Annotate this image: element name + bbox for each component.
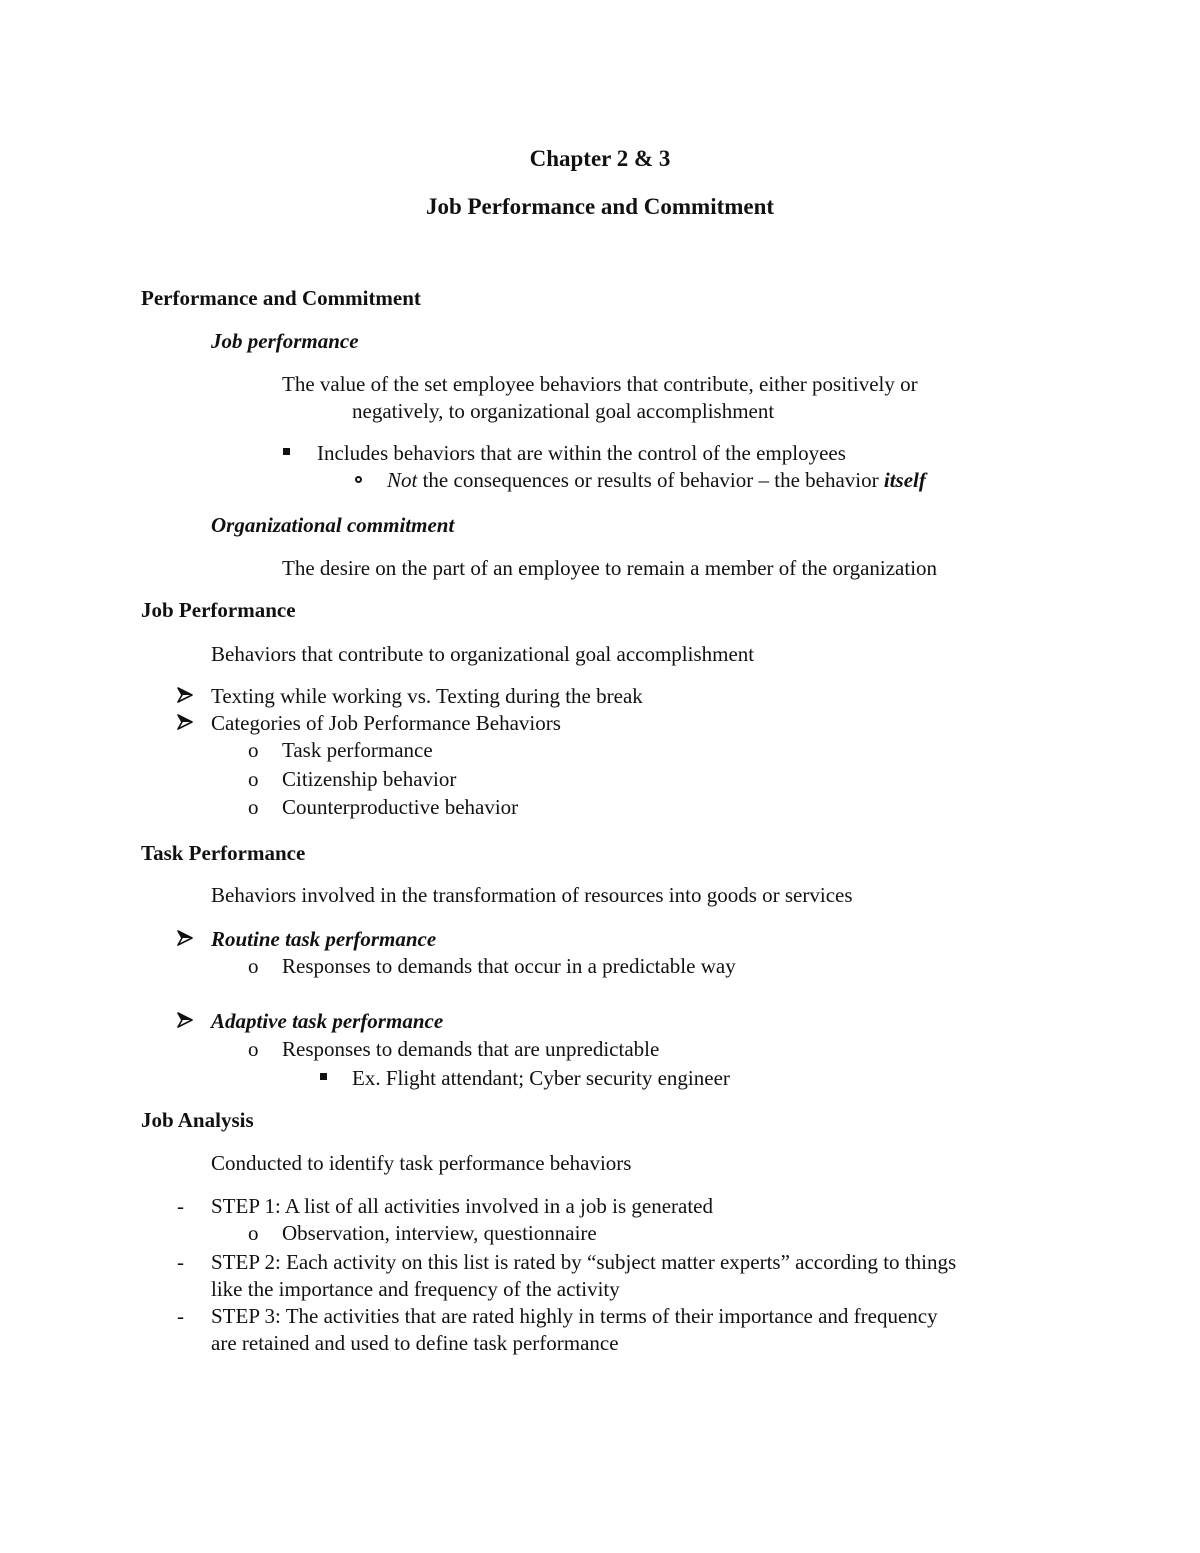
step-1: STEP 1: A list of all activities involved in a job is generated [211, 1194, 713, 1218]
org-commitment-definition: The desire on the part of an employee to remain a member of the organization [282, 556, 938, 580]
arrow-bullet-icon [177, 714, 193, 730]
arrow-bullet-icon [177, 930, 193, 946]
dash-bullet-icon: - [177, 1304, 184, 1328]
list-subitem: Task performance [282, 738, 433, 762]
itself-emphasis: itself [883, 468, 926, 492]
list-item: Categories of Job Performance Behaviors [211, 711, 561, 735]
bullet-includes-behaviors: Includes behaviors that are within the control of the employees [317, 441, 846, 465]
term-organizational-commitment: Organizational commitment [211, 513, 455, 537]
circle-bullet-icon: o [248, 954, 259, 978]
heading-job-performance: Job Performance [141, 598, 296, 622]
job-performance-definition-line1: The value of the set employee behaviors that contribute, either positively or [282, 372, 918, 396]
heading-job-analysis: Job Analysis [141, 1108, 254, 1132]
sub-bullet-middle: the consequences or results of behavior – the behavior [417, 468, 884, 492]
square-bullet-icon [283, 448, 290, 455]
term-routine-task-performance: Routine task performance [211, 927, 437, 951]
dash-bullet-icon: - [177, 1250, 184, 1274]
job-performance-definition-line2: negatively, to organizational goal accomplishment [352, 399, 775, 423]
circle-bullet-icon: o [248, 1221, 259, 1245]
job-performance-def: Behaviors that contribute to organizational goal accomplishment [211, 642, 755, 666]
step-2-line2: like the importance and frequency of the activity [211, 1277, 620, 1301]
heading-task-performance: Task Performance [141, 841, 306, 865]
square-bullet-icon [320, 1073, 327, 1080]
dash-bullet-icon: - [177, 1194, 184, 1218]
not-emphasis: Not [387, 468, 418, 492]
circle-bullet-icon: o [248, 795, 259, 819]
circle-bullet-icon: o [248, 767, 259, 791]
task-performance-def: Behaviors involved in the transformation of resources into goods or services [211, 883, 853, 907]
arrow-bullet-icon [177, 687, 193, 703]
term-adaptive-task-performance: Adaptive task performance [211, 1009, 444, 1033]
document-subtitle: Job Performance and Commitment [425, 194, 775, 219]
adaptive-sub-item: Responses to demands that are unpredictable [282, 1037, 660, 1061]
circle-bullet-icon: o [248, 1037, 259, 1061]
circle-bullet-icon [355, 476, 362, 483]
arrow-bullet-icon [177, 1012, 193, 1028]
step-1-sub: Observation, interview, questionnaire [282, 1221, 597, 1245]
heading-performance-commitment: Performance and Commitment [141, 286, 421, 310]
job-analysis-def: Conducted to identify task performance behaviors [211, 1151, 632, 1175]
step-2-line1: STEP 2: Each activity on this list is rated by “subject matter experts” according to things [211, 1250, 957, 1274]
list-subitem: Citizenship behavior [282, 767, 457, 791]
circle-bullet-icon: o [248, 738, 259, 762]
routine-sub-item: Responses to demands that occur in a predictable way [282, 954, 736, 978]
chapter-title: Chapter 2 & 3 [529, 146, 671, 171]
sub-bullet-not-consequences [387, 467, 926, 493]
step-3-line2: are retained and used to define task performance [211, 1331, 619, 1355]
list-subitem: Counterproductive behavior [282, 795, 519, 819]
list-item: Texting while working vs. Texting during the break [211, 684, 643, 708]
adaptive-example: Ex. Flight attendant; Cyber security engineer [352, 1066, 730, 1090]
term-job-performance: Job performance [211, 329, 359, 353]
step-3-line1: STEP 3: The activities that are rated highly in terms of their importance and frequency [211, 1304, 938, 1328]
